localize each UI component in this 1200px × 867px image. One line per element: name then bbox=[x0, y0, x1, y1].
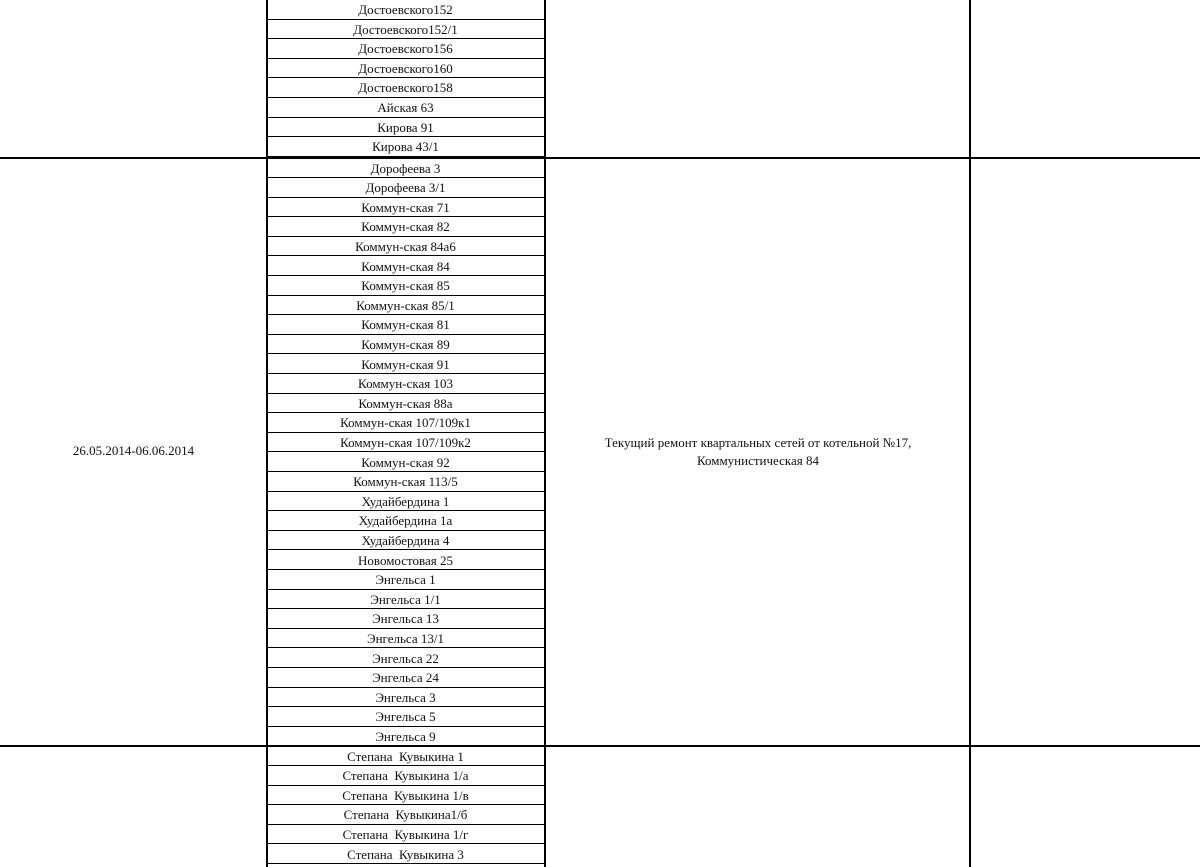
address-cell: Энгельса 1 bbox=[267, 570, 544, 590]
work-description-line-1: Текущий ремонт квартальных сетей от котельной №17, bbox=[604, 435, 912, 450]
address-cell: Худайбердина 4 bbox=[267, 531, 544, 551]
address-cell: Энгельса 13/1 bbox=[267, 629, 544, 649]
address-cell: Энгельса 13 bbox=[267, 609, 544, 629]
address-cell: Энгельса 9 bbox=[267, 727, 544, 747]
address-cell: Степана Кувыкина 1 bbox=[267, 747, 544, 767]
address-cell: Коммун-ская 91 bbox=[267, 355, 544, 375]
address-cell: Достоевского156 bbox=[267, 39, 544, 59]
address-cell: Коммун-ская 103 bbox=[267, 374, 544, 394]
work-description-line-2: Коммунистическая 84 bbox=[696, 453, 820, 468]
address-cell: Достоевского152 bbox=[267, 0, 544, 20]
group-border-2 bbox=[0, 745, 1200, 747]
address-cell: Коммун-ская 107/109к2 bbox=[267, 433, 544, 453]
address-cell: Достоевского152/1 bbox=[267, 20, 544, 40]
address-cell: Худайбердина 1 bbox=[267, 492, 544, 512]
address-cell: Коммун-ская 92 bbox=[267, 453, 544, 473]
address-cell: Коммун-ская 84а6 bbox=[267, 237, 544, 257]
work-description bbox=[546, 434, 970, 470]
address-cell: Степана Кувыкина 3 bbox=[267, 845, 544, 865]
address-cell: Кирова 43/1 bbox=[267, 137, 544, 157]
address-cell: Кирова 91 bbox=[267, 118, 544, 138]
address-cell: Коммун-ская 85/1 bbox=[267, 296, 544, 316]
address-cell: Энгельса 22 bbox=[267, 649, 544, 669]
address-cell: Коммун-ская 85 bbox=[267, 276, 544, 296]
address-cell: Степана Кувыкина 1/а bbox=[267, 766, 544, 786]
address-cell: Достоевского158 bbox=[267, 78, 544, 98]
address-cell: Дорофеева 3 bbox=[267, 159, 544, 179]
address-cell: Новомостовая 25 bbox=[267, 551, 544, 571]
address-cell: Коммун-ская 113/5 bbox=[267, 472, 544, 492]
address-cell: Дорофеева 3/1 bbox=[267, 178, 544, 198]
address-cell: Энгельса 5 bbox=[267, 707, 544, 727]
date-range: 26.05.2014-06.06.2014 bbox=[72, 443, 195, 458]
address-cell: Худайбердина 1а bbox=[267, 511, 544, 531]
address-cell: Коммун-ская 82 bbox=[267, 217, 544, 237]
address-cell: Коммун-ская 81 bbox=[267, 315, 544, 335]
address-cell: Коммун-ская 89 bbox=[267, 335, 544, 355]
address-cell: Коммун-ская 71 bbox=[267, 198, 544, 218]
group-border-1 bbox=[0, 157, 1200, 159]
address-cell: Степана Кувыкина 1/г bbox=[267, 825, 544, 845]
address-cell: Коммун-ская 107/109к1 bbox=[267, 413, 544, 433]
address-cell: Коммун-ская 84 bbox=[267, 257, 544, 277]
address-cell: Степана Кувыкина1/б bbox=[267, 805, 544, 825]
address-cell: Энгельса 1/1 bbox=[267, 590, 544, 610]
address-cell: Достоевского160 bbox=[267, 59, 544, 79]
address-cell: Коммун-ская 88а bbox=[267, 394, 544, 414]
address-cell: Энгельса 24 bbox=[267, 668, 544, 688]
address-cell: Энгельса 3 bbox=[267, 688, 544, 708]
address-cell: Степана Кувыкина 1/в bbox=[267, 786, 544, 806]
address-cell: Айская 63 bbox=[267, 98, 544, 118]
